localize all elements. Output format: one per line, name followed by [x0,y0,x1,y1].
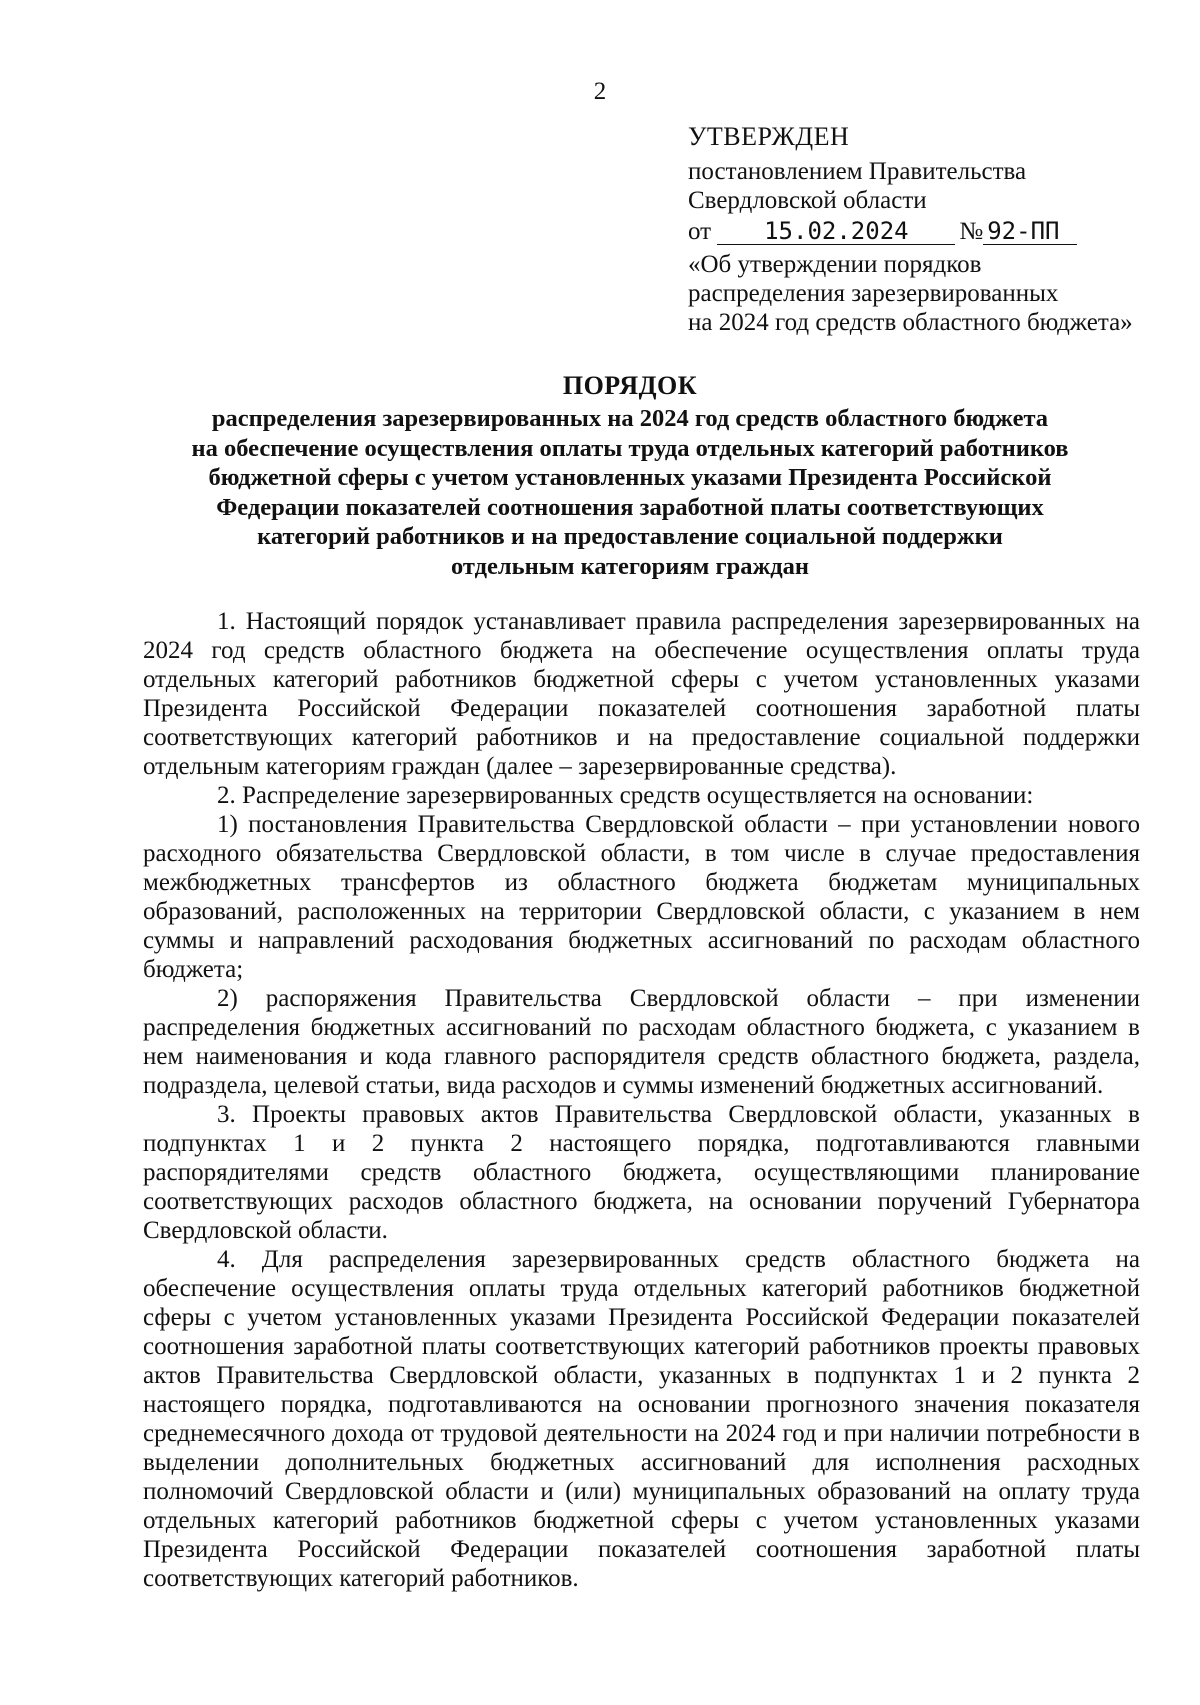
document-title [140,368,1120,581]
title-line: распределения зарезервированных на 2024 год средств областного бюджета [211,405,1049,432]
approval-line-1: постановлением Правительства [688,158,1027,185]
title-line: Федерации показателей соотношения заработной платы соответствующих [216,493,1044,521]
subparagraph-2-1: 1) постановления Правительства Свердловской области – при установлении нового расходного обязательства Свердловской области, в том числе в случае предоставления межбюджетных трансфертов из областного бюджета бюджетам муниципальных образований, расположенных на территории Свердловской области, с указанием в нем суммы и направлений расходования бюджетных ассигнований по расходам областного бюджета; [143,811,1140,983]
approval-block [688,122,1158,337]
paragraph-4: 4. Для распределения зарезервированных средств областного бюджета на обеспечение осуществления оплаты труда отдельных категорий работников бюджетной сферы с учетом установленных указами Президента Российской Федерации показателей соотношения заработной платы соответствующих категорий работников проекты правовых актов Правительства Свердловской области, указанных в подпунктах 1 и 2 пункта 2 настоящего порядка, подготавливаются на основании прогнозного значения показателя среднемесячного дохода от трудовой деятельности на 2024 год и при наличии потребности в выделении дополнительных бюджетных ассигнований для исполнения расходных полномочий Свердловской области и (или) муниципальных образований на оплату труда отдельных категорий работников бюджетной сферы с учетом установленных указами Президента Российской Федерации показателей соотношения заработной платы соответствующих категорий работников. [143,1246,1140,1592]
approval-stamp: УТВЕРЖДЕН [688,122,850,151]
approval-quote-line-1: «Об утверждении порядков [688,251,982,278]
document-body [143,607,1140,1593]
approval-date: 15.02.2024 [717,218,955,245]
page-number: 2 [593,78,607,105]
approval-quote-line-2: распределения зарезервированных [688,280,1059,307]
approval-number: 92-ПП [983,218,1077,245]
approval-line-2: Свердловской области [688,187,927,214]
paragraph-1: 1. Настоящий порядок устанавливает правила распределения зарезервированных на 2024 год средств областного бюджета на обеспечение осуществления оплаты труда отдельных категорий работников бюджетной сферы с учетом установленных указами Президента Российской Федерации показателей соотношения заработной платы соответствующих категорий работников и на предоставление социальной поддержки отдельным категориям граждан (далее – зарезервированные средства). [143,608,1140,780]
title-line: бюджетной сферы с учетом установленных указами Президента Российской [208,464,1052,491]
date-label: от [688,218,712,245]
paragraph-3: 3. Проекты правовых актов Правительства Свердловской области, указанных в подпунктах 1 и 2 пункта 2 настоящего порядка, подготавливаются главными распорядителями средств областного бюджета, осуществляющими планирование соответствующих расходов областного бюджета, на основании поручений Губернатора Свердловской области. [143,1101,1140,1244]
approval-date-line [688,217,1158,246]
paragraph-2: 2. Распределение зарезервированных средств осуществляется на основании: [217,782,1034,809]
number-label: № [959,218,984,245]
title-heading: ПОРЯДОК [562,371,698,400]
title-line: отдельным категориям граждан [450,552,810,580]
approval-quote-line-3: на 2024 год средств областного бюджета» [688,309,1133,336]
title-line: категорий работников и на предоставление социальной поддержки [257,523,1003,550]
subparagraph-2-2: 2) распоряжения Правительства Свердловской области – при изменении распределения бюджетных ассигнований по расходам областного бюджета, с указанием в нем наименования и кода главного распорядителя средств областного бюджета, раздела, подраздела, целевой статьи, вида расходов и суммы изменений бюджетных ассигнований. [143,985,1140,1099]
title-line: на обеспечение осуществления оплаты труда отдельных категорий работников [191,434,1069,462]
